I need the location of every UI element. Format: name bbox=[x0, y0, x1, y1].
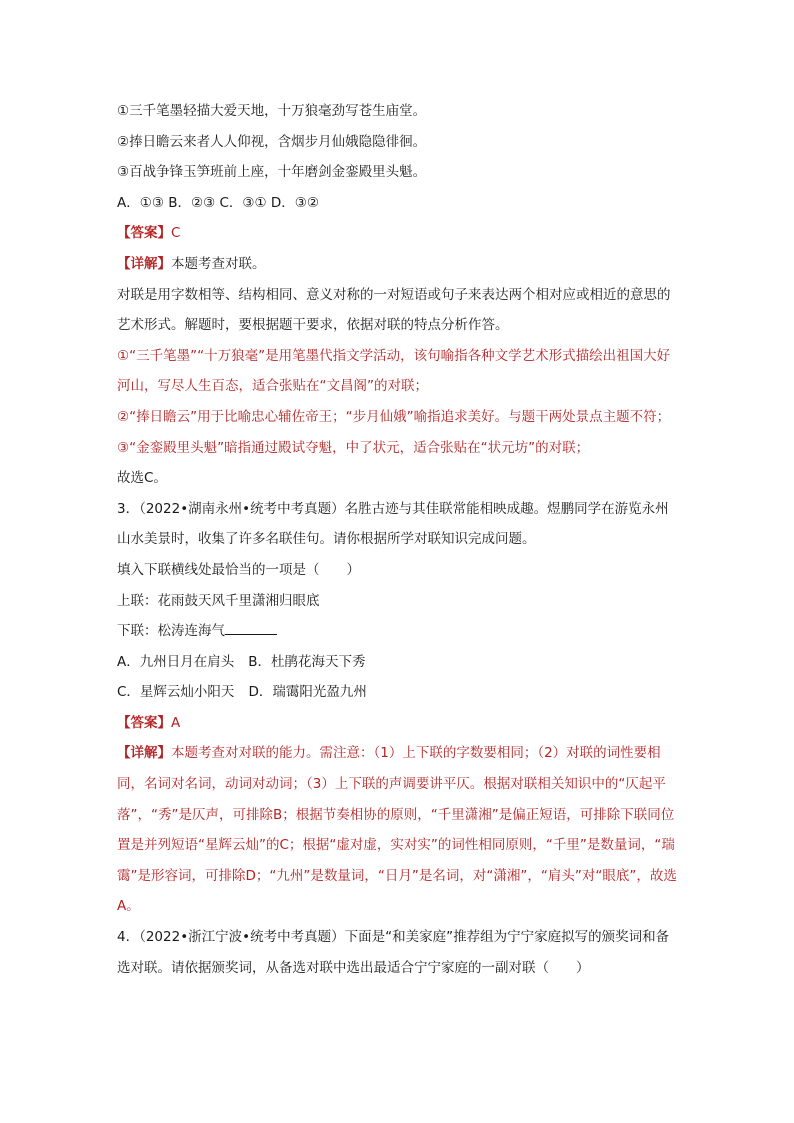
q2-detail-paragraph-1: 对联是用字数相等、结构相同、意义对称的一对短语或句子来表达两个相对应或相近的意思的艺术形式。解题时，要根据题干要求，依据对联的特点分析作答。 bbox=[117, 286, 671, 334]
answer-blank bbox=[225, 620, 277, 635]
detail-tag: 【详解】 bbox=[117, 255, 171, 272]
q2-detail-paragraph-3: ②“捧日瞻云”用于比喻忠心辅佐帝王；“步月仙娥”喻指追求美好。与题干两处景点主题不符； bbox=[117, 408, 671, 425]
q3-prompt: 填入下联横线处最恰当的一项是（ ） bbox=[117, 561, 360, 578]
q3-option-b: B．杜鹃花海天下秀 bbox=[248, 653, 366, 670]
answer-value: C bbox=[171, 225, 181, 242]
q3-detail bbox=[117, 738, 677, 922]
q3-options-row-1 bbox=[117, 647, 677, 678]
q3-upper-couplet: 上联：花雨鼓天风千里潇湘归眼底 bbox=[117, 592, 320, 609]
q2-option-3: ③百战争锋玉笋班前上座，十年磨剑金銮殿里头魁。 bbox=[117, 164, 427, 181]
q3-option-d: D．瑞霭阳光盈九州 bbox=[248, 684, 367, 701]
q3-options-row-2 bbox=[117, 677, 677, 708]
q4-stem: 4．（2022•浙江宁波•统考中考真题）下面是“和美家庭”推荐组为宁宁家庭拟写的颁奖词和备选对联。请依据颁奖词，从备选对联中选出最适合宁宁家庭的一副对联（ ） bbox=[117, 929, 670, 976]
answer-value: A bbox=[171, 714, 181, 731]
q2-option-1: ①三千笔墨轻描大爱天地，十万狼毫劲写苍生庙堂。 bbox=[117, 103, 427, 119]
q3-answer bbox=[117, 708, 677, 739]
q2-detail-heading bbox=[117, 249, 677, 280]
q2-detail-paragraph-4: ③“金銮殿里头魁”暗指通过殿试夺魁，中了状元，适合张贴在“状元坊”的对联； bbox=[117, 439, 590, 456]
lower-couplet-text: 下联：松涛连海气 bbox=[117, 623, 225, 640]
document-page bbox=[117, 96, 677, 983]
q2-answer bbox=[117, 218, 677, 249]
q3-lower-couplet bbox=[117, 616, 677, 647]
q2-option-2: ②捧日瞻云来者人人仰视，含烟步月仙娥隐隐徘徊。 bbox=[117, 133, 427, 150]
q2-detail-paragraph-2: ①“三千笔墨”“十万狼毫”是用笔墨代指文学活动，该句喻指各种文学艺术形式描绘出祖国大好河山，写尽人生百态，适合张贴在“文昌阁”的对联； bbox=[117, 347, 671, 395]
q2-conclusion: 故选C。 bbox=[117, 470, 167, 487]
answer-tag: 【答案】 bbox=[117, 714, 171, 731]
q2-choices: A．①③ B．②③ C．③① D．③② bbox=[117, 194, 320, 211]
detail-intro: 本题考查对联。 bbox=[171, 255, 266, 272]
detail-tag: 【详解】 bbox=[117, 745, 171, 762]
q3-stem: 3．（2022•湖南永州•统考中考真题）名胜古迹与其佳联常能相映成趣。煜鹏同学在游览永州山水美景时，收集了许多名联佳句。请你根据所学对联知识完成问题。 bbox=[117, 500, 669, 548]
q3-option-a: A．九州日月在肩头 bbox=[117, 653, 235, 670]
q3-option-c: C．星辉云灿小阳天 bbox=[117, 684, 235, 701]
detail-text: 本题考查对对联的能力。需注意：（1）上下联的字数要相同；（2）对联的词性要相同，名词对名词，动词对动词；（3）上下联的声调要讲平仄。根据对联相关知识中的“仄起平落”，“秀”是仄声，可排除B；根据节奏相协的原则，“千里潇湘”是偏正短语，可排除下联同位置是并列短语“星辉云灿”的C；根据“虚对虚，实对实”的词性相同原则，“千里”是数量词，“瑞霭”是形容词，可排除D；“九州”是数量词，“日月”是名词，对“潇湘”，“肩头”对“眼底”，故选A。 bbox=[117, 745, 677, 915]
answer-tag: 【答案】 bbox=[117, 225, 171, 242]
